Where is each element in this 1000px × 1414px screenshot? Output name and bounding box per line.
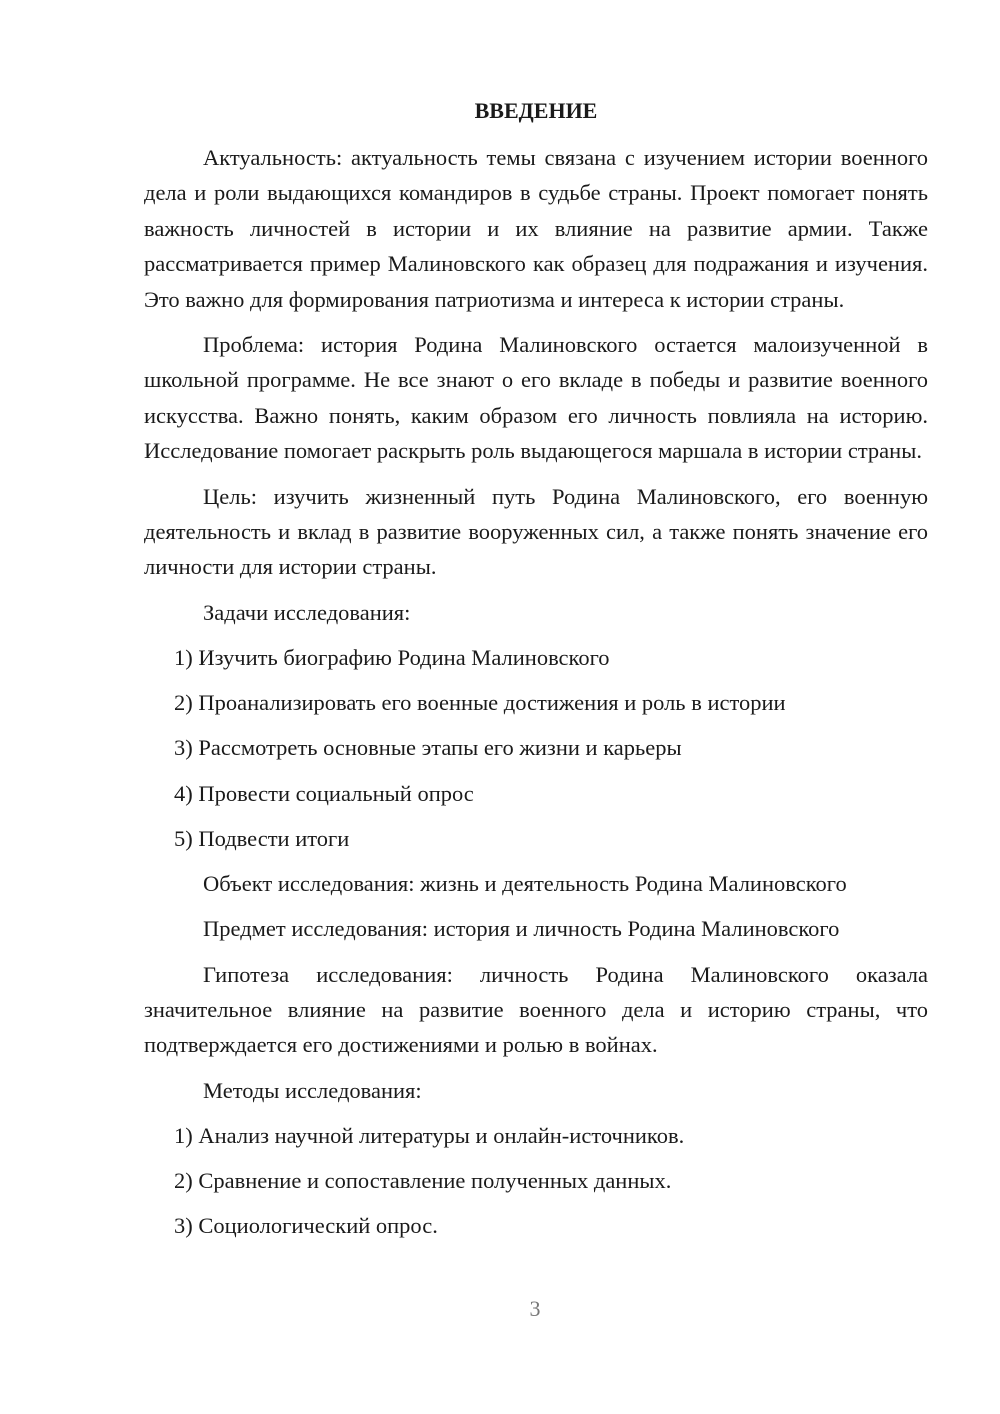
task-item: 2) Проанализировать его военные достижения и роль в истории — [174, 690, 786, 716]
research-object: Объект исследования: жизнь и деятельность Родина Малиновского — [203, 871, 847, 897]
document-page — [144, 92, 928, 1254]
hypothesis-paragraph: Гипотеза исследования: личность Родина Малиновского оказала значительное влияние на развитие военного дела и историю страны, что подтверждается его достижениями и ролью в войнах. — [144, 961, 928, 1058]
method-item: 3) Социологический опрос. — [174, 1213, 438, 1239]
research-subject: Предмет исследования: история и личность Родина Малиновского — [203, 916, 840, 942]
task-item: 1) Изучить биографию Родина Малиновского — [174, 645, 610, 671]
task-item: 5) Подвести итоги — [174, 825, 350, 851]
task-item: 4) Провести социальный опрос — [174, 780, 474, 806]
method-item: 2) Сравнение и сопоставление полученных данных. — [174, 1168, 672, 1194]
page-number: 3 — [529, 1296, 541, 1321]
goal-paragraph: Цель: изучить жизненный путь Родина Малиновского, его военную деятельность и вклад в развитие вооруженных сил, а также понять значение его личности для истории страны. — [144, 483, 928, 580]
section-title: ВВЕДЕНИЕ — [474, 98, 598, 123]
method-item: 1) Анализ научной литературы и онлайн-источников. — [174, 1122, 685, 1148]
problem-paragraph: Проблема: история Родина Малиновского остается малоизученной в школьной программе. Не все знают о его вкладе в победы и развитие военного искусства. Важно понять, каким образом его личность повлияла на историю. Исследование помогает раскрыть роль выдающегося маршала в истории страны. — [144, 332, 928, 464]
tasks-heading: Задачи исследования: — [203, 599, 411, 625]
methods-heading: Методы исследования: — [203, 1077, 422, 1103]
relevance-paragraph: Актуальность: актуальность темы связана с изучением истории военного дела и роли выдающихся командиров в судьбе страны. Проект помогает понять важность личностей в истории и их влияние на развитие армии. Также рассматривается пример Малиновского как образец для подражания и изучения. Это важно для формирования патриотизма и интереса к истории страны. — [144, 145, 928, 312]
task-item: 3) Рассмотреть основные этапы его жизни и карьеры — [174, 735, 682, 761]
